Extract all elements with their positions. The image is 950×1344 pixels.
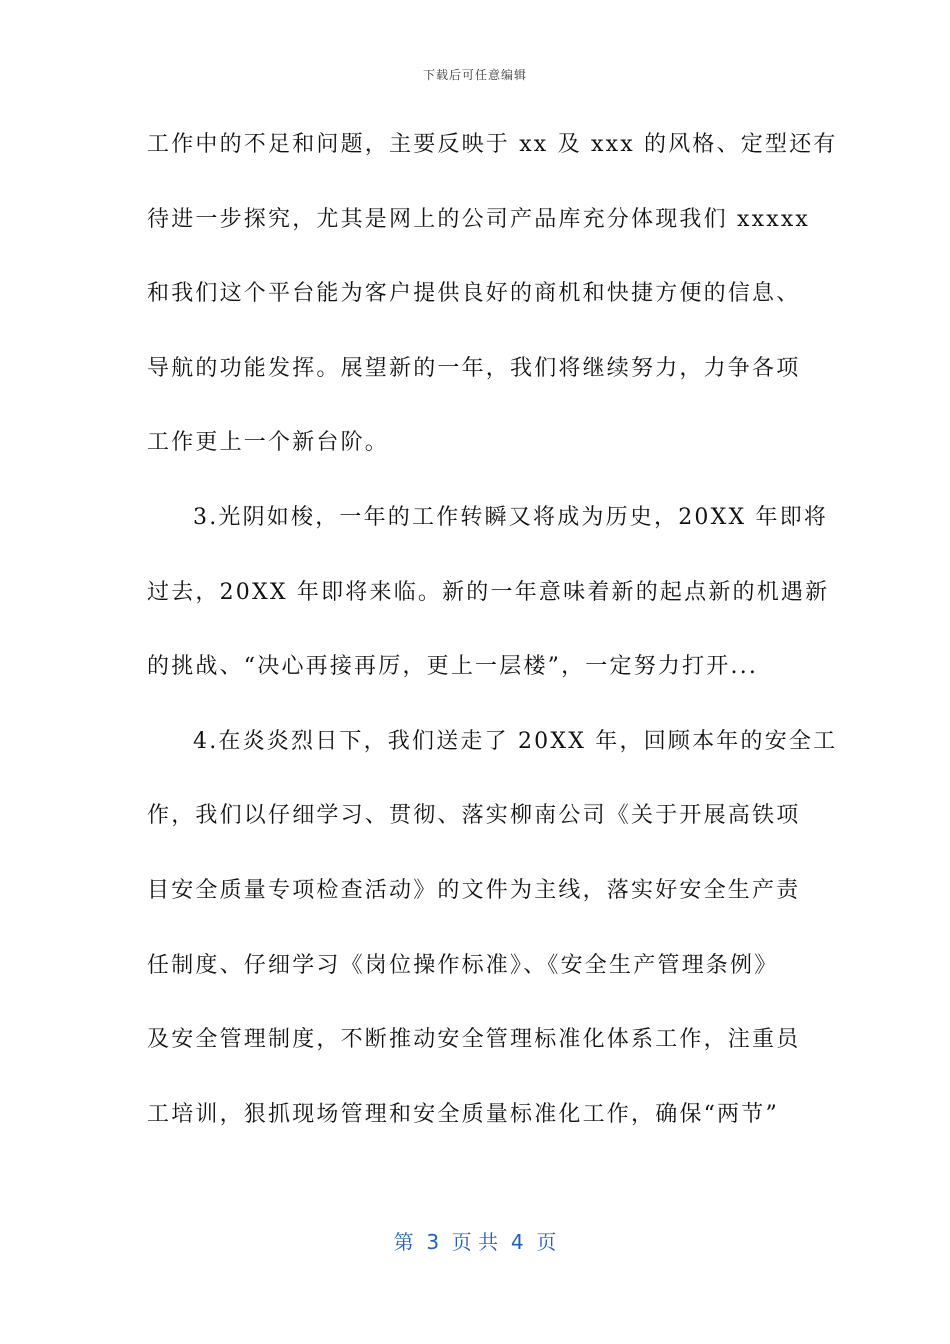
text-line: 待进一步探究，尤其是网上的公司产品库充分体现我们 xxxxx (147, 206, 811, 232)
text-line: 任制度、仔细学习《岗位操作标准》、《安全生产管理条例》 (147, 952, 779, 978)
text-line: 和我们这个平台能为客户提供良好的商机和快捷方便的信息、 (147, 281, 801, 307)
page-header: 下载后可任意编辑 (422, 68, 527, 82)
text-line: 工培训，狠抓现场管理和安全质量标准化工作，确保“两节” (147, 1101, 779, 1127)
text-line: 作，我们以仔细学习、贯彻、落实柳南公司《关于开展高铁项 (147, 803, 801, 829)
text-line: 及安全管理制度，不断推动安全管理标准化体系工作，注重员 (147, 1027, 801, 1053)
text-line: 目安全质量专项检查活动》的文件为主线，落实好安全生产责 (147, 877, 801, 903)
page-number-footer: 第 3 页 共 4 页 (393, 1230, 557, 1254)
paragraph-3-start: 3.光阴如梭，一年的工作转瞬又将成为历史，20XX 年即将 (193, 504, 829, 530)
text-line: 导航的功能发挥。展望新的一年，我们将继续努力，力争各项 (147, 355, 801, 381)
text-line: 过去，20XX 年即将来临。新的一年意味着新的起点新的机遇新 (147, 579, 830, 605)
text-line: 的挑战、“决心再接再厉，更上一层楼”，一定努力打开... (147, 654, 759, 680)
paragraph-4-start: 4.在炎炎烈日下，我们送走了 20XX 年，回顾本年的安全工 (193, 728, 838, 754)
text-line: 工作更上一个新台阶。 (147, 430, 390, 456)
text-line: 工作中的不足和问题，主要反映于 xx 及 xxx 的风格、定型还有 (147, 132, 838, 157)
body-text (147, 124, 838, 1168)
